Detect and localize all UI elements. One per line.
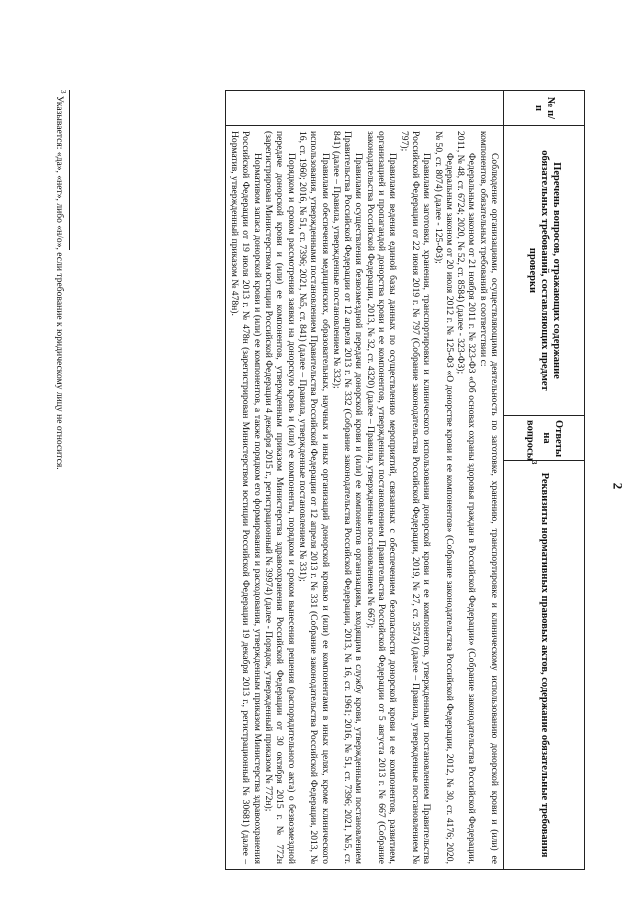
paragraph: Правилами ведения единой базы данных по осуществлению мероприятий, связанных с обеспечением безопасности донорской крови и ее компонентов, развитием, организацией и пропагандой донорства крови и ее компонентов, утвержденных постановлением Правительства Российской Федерации от 5 августа 2013 г. № 667 (Собрание законодательства Российской Федерации, 2013, № 32, ст. 4320) (далее – Правила, утвержденные постановлением № 667); <box>364 131 399 864</box>
paragraph: Нормативом запаса донорской крови и (или) ее компонентов, а также порядком его формирования и расходования, утвержденным приказом Министерства здравоохранения Российской Федерации от 19 июля 2013 г. № 478н (зарегистрирован Министерством юстиции Российской Федерации 19 декабря 2013 г., регистрационный № 30681) (далее – Норматив, утвержденный приказом № 478н). <box>229 131 263 864</box>
header-questions: Перечень вопросов, отражающих содержание обязательных требований, составляющих предмет проверки <box>504 126 585 416</box>
table-header-row <box>504 91 585 870</box>
paragraph: Соблюдение организациями, осуществляющими деятельность по заготовке, хранению, транспортировке и клиническому использованию донорской крови и (или) ее компонентов, обязательных требований в соответствии с: <box>477 131 500 864</box>
requirements-table <box>225 90 585 870</box>
table-row <box>225 91 503 870</box>
paragraph: Правилами заготовки, хранения, транспортировки и клинического использования донорской крови и ее компонентов, утвержденными постановлением Правительства Российской Федерации от 22 июня 2019 г. № 797 (Собрание законодательства Российской Федерации, 2019, № 27, ст. 3574) (далее – Правила, утвержденные постановлением № 797); <box>398 131 433 864</box>
page-number: 2 <box>610 482 626 490</box>
header-details: Реквизиты нормативных правовых актов, содержание обязательные требования <box>504 461 585 870</box>
number-cell <box>225 91 503 126</box>
footnote <box>54 90 67 470</box>
paragraph: Федеральным законом от 21 ноября 2011 г. № 323-ФЗ «Об основах охраны здоровья граждан в Российской Федерации» (Собрание законодательства Российской Федерации, 2011, № 48, ст. 6724; 2020, № 52, ст. 8584) (далее - 323-ФЗ); <box>455 131 478 864</box>
paragraph: Порядком и сроком рассмотрения заявки на донорскую кровь и (или) ее компоненты, порядком и сроком вынесения решения (распорядительного акта) о безвозмездной передаче донорской крови и (или) ее компонентов, утвержденным приказом Министерства здравоохранения Российской Федерации от 30 октября 2015 г. № 772н (зарегистрирован Министерством юстиции Российской Федерации 4 декабря 2015 г., регистрационный № 39974) (далее - Порядок, утвержденный приказом № 772н); <box>263 131 297 864</box>
paragraph: Федеральным законом от 20 июля 2012 г. № 125-ФЗ «О донорстве крови и ее компонентов» (Собрание законодательства Российской Федерации, 2012, № 30, ст. 4176; 2020, № 50, ст. 8074) (далее - 125-ФЗ); <box>432 131 455 864</box>
paragraph: Правилами обеспечения медицинских, образовательных, научных и иных организаций донорской кровью и (или) ее компонентами в иных целях, кроме клинического использования, утвержденными постановлением Правительства Российской Федерации от 12 апреля 2013 г. № 331 (Собрание законодательства Российской Федерации, 2013, № 16, ст. 1960; 2016, № 51, ст. 7396; 2021, №5, ст. 841) (далее – Правила, утвержденные постановлением № 331); <box>296 131 331 864</box>
footnote-text: Указывается: «да», «нет», либо «н/о», если требование к юридическому лицу не относится. <box>53 93 65 470</box>
header-answers-text: Ответы на вопросы <box>524 420 565 461</box>
rotated-page-content <box>55 90 585 870</box>
header-answers <box>504 416 585 465</box>
footnote-divider <box>69 90 70 250</box>
header-answers-footnote-mark: 3 <box>530 460 539 465</box>
footnote-marker: 3 <box>59 90 67 94</box>
header-number: № п/п <box>504 91 585 126</box>
paragraph: Правилами осуществления безвозмездной передачи донорской крови и (или) ее компонентов организациям, входящим в службу крови, утвержденными постановлением Правительства Российской Федерации от 12 апреля 2013 г. № 332 (Собрание законодательства Российской Федерации, 2013, № 16, ст. 1961; 2016, № 51, ст. 7396; 2021, №5, ст. 841) (далее – Правила, утвержденные постановлением № 332); <box>330 131 365 864</box>
requirements-text-cell <box>225 126 503 870</box>
